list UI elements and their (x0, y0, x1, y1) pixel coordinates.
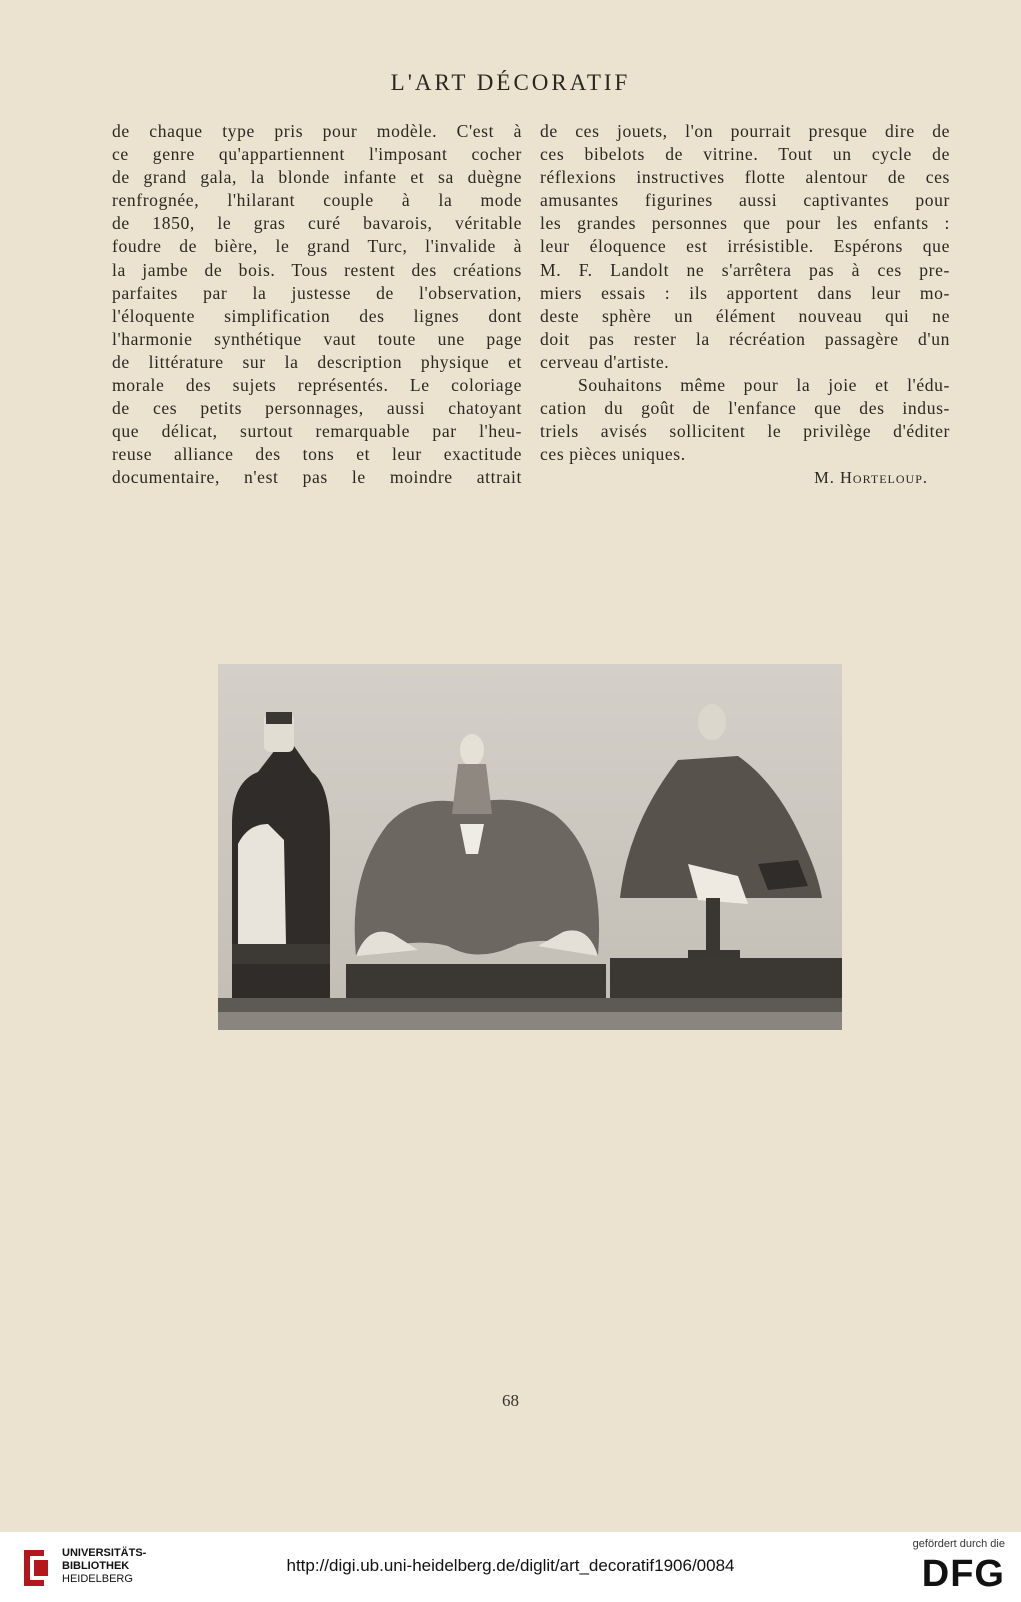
text-line: de ces jouets, l'on pourrait presque dire de (540, 121, 950, 141)
text-line: M. F. Landolt ne s'arrêtera pas à ces pre- (540, 259, 950, 280)
text-line: ce genre qu'appartiennent l'imposant cocher (112, 144, 522, 165)
text-line: de chaque type pris pour modèle. C'est à (112, 121, 522, 141)
figurines-illustration (218, 664, 842, 1030)
text-line: parfaites par la justesse de l'observation, (112, 282, 522, 303)
library-line-3: HEIDELBERG (62, 1573, 133, 1585)
figurines-photograph (218, 664, 842, 1030)
library-line-1: UNIVERSITÄTS- (62, 1547, 147, 1559)
text-line: documentaire, n'est pas le moindre attrait (112, 467, 522, 488)
text-line: Souhaitons même pour la joie et l'édu- (578, 375, 950, 396)
text-line: triels avisés sollicitent le privilège d'éditer (540, 421, 950, 442)
text-line: réflexions instructives flotte alentour de ces (540, 167, 950, 188)
funded-by-label: gefördert durch die (912, 1538, 1005, 1550)
text-line: deste sphère un élément nouveau qui ne (540, 305, 950, 326)
dfg-logo-icon: DFG (921, 1553, 1005, 1595)
text-line: renfrognée, l'hilarant couple à la mode (112, 190, 522, 211)
text-line: de 1850, le gras curé bavarois, véritable (112, 213, 522, 234)
text-line: doit pas rester la récréation passagère d'un (540, 328, 950, 349)
text-line: de grand gala, la blonde infante et sa duègne (112, 167, 522, 188)
text-line: morale des sujets représentés. Le coloriage (112, 375, 522, 396)
text-line: miers essais : ils apportent dans leur mo- (540, 282, 950, 303)
digitization-footer (0, 1532, 1021, 1602)
text-column-right (540, 120, 950, 490)
page-number: 68 (502, 1391, 519, 1410)
signature-initial: M. H (814, 468, 853, 488)
signature-surname: orteloup. (852, 468, 928, 488)
text-line: ces pièces uniques. (540, 444, 686, 465)
text-line: l'harmonie synthétique vaut toute une page (112, 328, 522, 349)
text-line: leur éloquence est irrésistible. Espérons que (540, 236, 950, 257)
text-line: les grandes personnes que pour les enfants : (540, 213, 950, 234)
library-line-2: BIBLIOTHEK (62, 1560, 130, 1572)
text-line: l'éloquente simplification des lignes dont (112, 305, 522, 326)
text-line: de ces petits personnages, aussi chatoyant (112, 398, 522, 419)
text-line: de littérature sur la description physique et (112, 351, 522, 372)
text-line: foudre de bière, le grand Turc, l'invalide à (112, 236, 522, 257)
text-column-left (112, 120, 522, 490)
permalink-url[interactable]: http://digi.ub.uni-heidelberg.de/diglit/art_decoratif1906/0084 (286, 1556, 735, 1575)
text-line: que délicat, surtout remarquable par l'heu- (112, 421, 522, 442)
text-line: ces bibelots de vitrine. Tout un cycle de (540, 144, 950, 165)
text-line: cation du goût de l'enfance que des indus- (540, 398, 950, 419)
running-title: L'ART DÉCORATIF (390, 70, 631, 95)
text-line: cerveau d'artiste. (540, 351, 670, 372)
text-line: reuse alliance des tons et leur exactitude (112, 444, 522, 465)
author-signature (540, 466, 950, 489)
text-line: la jambe de bois. Tous restent des créations (112, 259, 522, 280)
text-line: amusantes figurines aussi captivantes pour (540, 190, 950, 211)
